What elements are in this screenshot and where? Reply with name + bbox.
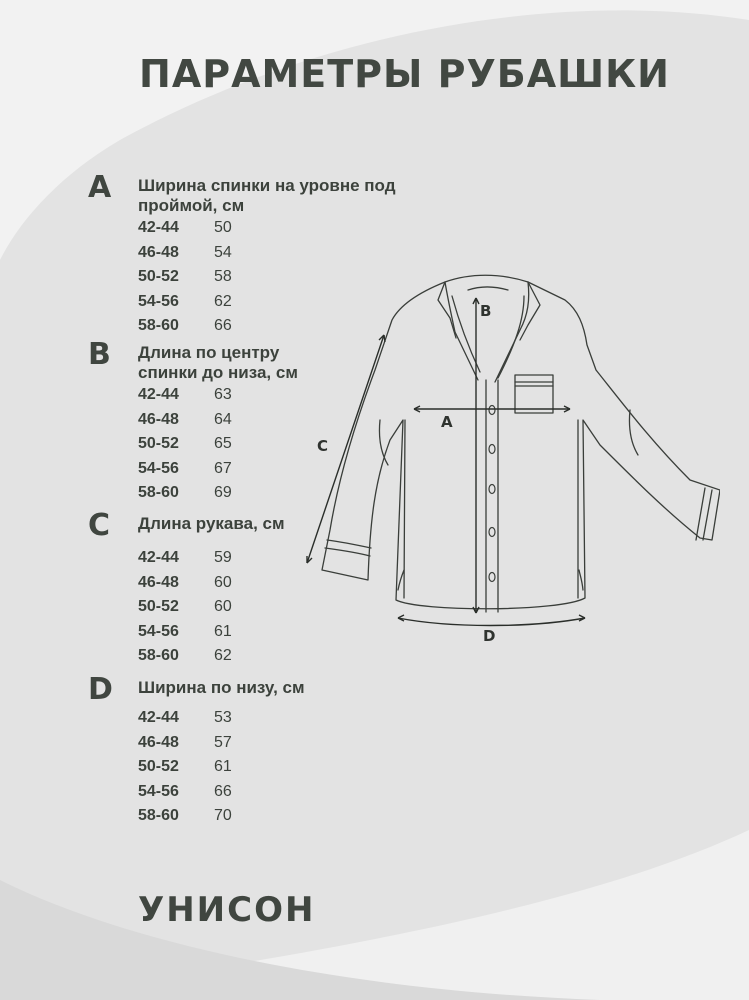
size-cell: 50-52 <box>138 435 179 453</box>
value-cell: 67 <box>214 459 232 477</box>
dimension-label-c: C <box>317 437 329 455</box>
section-heading: Длина рукава, см <box>138 514 285 533</box>
size-table <box>138 706 232 829</box>
value-cell: 61 <box>214 622 232 640</box>
size-cell: 58-60 <box>138 484 179 502</box>
section-heading: Ширина спинки на уровне под проймой, см <box>138 176 396 215</box>
size-cell: 42-44 <box>138 386 179 403</box>
table-row <box>138 265 232 290</box>
size-cell: 46-48 <box>138 733 179 751</box>
section-heading: Ширина по низу, см <box>138 678 305 697</box>
table-row <box>138 457 232 482</box>
value-cell: 59 <box>214 549 232 566</box>
value-cell: 69 <box>214 484 232 502</box>
value-cell: 66 <box>214 317 232 335</box>
value-cell: 62 <box>214 292 232 310</box>
value-cell: 54 <box>214 243 232 261</box>
value-cell: 70 <box>214 807 232 825</box>
size-cell: 46-48 <box>138 243 179 261</box>
size-cell: 46-48 <box>138 410 179 428</box>
dimension-label-d: D <box>483 627 496 645</box>
size-cell: 42-44 <box>138 219 179 236</box>
table-row <box>138 731 232 756</box>
section-letter: A <box>88 170 112 205</box>
table-row <box>138 432 232 457</box>
size-cell: 58-60 <box>138 317 179 335</box>
table-row <box>138 706 232 731</box>
size-cell: 46-48 <box>138 573 179 591</box>
table-row <box>138 595 232 620</box>
section-letter: D <box>88 672 113 707</box>
table-row <box>138 241 232 266</box>
dimension-label-a: A <box>441 413 453 431</box>
section-letter: B <box>88 337 111 372</box>
table-row <box>138 408 232 433</box>
section-letter: C <box>88 508 111 543</box>
value-cell: 53 <box>214 709 232 726</box>
page-title: ПАРАМЕТРЫ РУБАШКИ <box>139 52 670 96</box>
shirt-diagram <box>300 270 720 650</box>
value-cell: 63 <box>214 386 232 403</box>
value-cell: 60 <box>214 598 232 616</box>
dimension-label-b: B <box>480 302 492 320</box>
size-cell: 50-52 <box>138 758 179 776</box>
table-row <box>138 383 232 408</box>
value-cell: 60 <box>214 573 232 591</box>
size-cell: 58-60 <box>138 647 179 665</box>
size-cell: 54-56 <box>138 459 179 477</box>
section-heading: Длина по центру спинки до низа, см <box>138 343 298 382</box>
size-cell: 50-52 <box>138 598 179 616</box>
table-row <box>138 216 232 241</box>
table-row <box>138 571 232 596</box>
table-row <box>138 644 232 669</box>
size-table <box>138 546 232 669</box>
size-cell: 54-56 <box>138 292 179 310</box>
value-cell: 62 <box>214 647 232 665</box>
size-cell: 42-44 <box>138 549 179 566</box>
size-cell: 42-44 <box>138 709 179 726</box>
size-table <box>138 216 232 339</box>
size-table <box>138 383 232 506</box>
size-cell: 58-60 <box>138 807 179 825</box>
table-row <box>138 620 232 645</box>
value-cell: 58 <box>214 268 232 286</box>
table-row <box>138 290 232 315</box>
table-row <box>138 481 232 506</box>
table-row <box>138 755 232 780</box>
value-cell: 50 <box>214 219 232 236</box>
value-cell: 66 <box>214 782 232 800</box>
value-cell: 57 <box>214 733 232 751</box>
value-cell: 61 <box>214 758 232 776</box>
value-cell: 64 <box>214 410 232 428</box>
brand-logo: УНИСОН <box>138 890 316 930</box>
table-row <box>138 780 232 805</box>
size-cell: 54-56 <box>138 782 179 800</box>
size-cell: 54-56 <box>138 622 179 640</box>
table-row <box>138 804 232 829</box>
table-row <box>138 546 232 571</box>
size-cell: 50-52 <box>138 268 179 286</box>
table-row <box>138 314 232 339</box>
value-cell: 65 <box>214 435 232 453</box>
